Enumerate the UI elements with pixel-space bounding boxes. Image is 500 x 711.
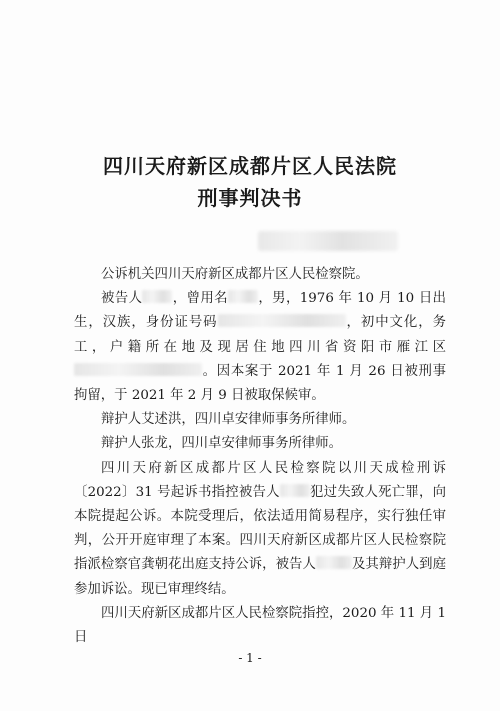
text-segment: 被告人 bbox=[101, 291, 143, 307]
paragraph-defender-2: 辩护人张龙，四川卓安律师事务所律师。 bbox=[101, 436, 343, 452]
text-segment: ，男，1976 年 10 月 10 日出生，汉族，身份证号码 bbox=[74, 291, 447, 331]
page-number: - 1 - bbox=[238, 651, 262, 665]
redacted-defendant-name bbox=[280, 484, 310, 497]
paragraph-defendant bbox=[74, 287, 446, 408]
paragraph-procedure bbox=[74, 457, 446, 602]
text-segment: 犯过失致人死亡罪，向本院提起公诉。本院受理后，依法适用简易程序，实行独任审判，公开开庭审理了本案。四川天府新区成都片区人民检察院指派检察官龚朝花出庭支持公诉，被告人 bbox=[74, 484, 446, 573]
paragraph-prosecutor: 公诉机关四川天府新区成都片区人民检察院。 bbox=[101, 267, 369, 282]
paragraph-defender-1: 辩护人艾述洪，四川卓安律师事务所律师。 bbox=[101, 412, 356, 428]
text-segment: 及其辩护人到庭参加诉讼。现已审理终结。 bbox=[74, 557, 447, 597]
paragraph-charges: 四川天府新区成都片区人民检察院指控，2020 年 11 月 1 日 bbox=[74, 605, 446, 646]
redacted-id-number bbox=[218, 314, 346, 327]
redacted-defendant-name bbox=[316, 556, 352, 569]
redacted-defendant-name bbox=[142, 290, 172, 303]
redacted-address bbox=[74, 363, 202, 376]
redacted-case-number bbox=[258, 231, 398, 251]
text-segment: 四川天府新区成都片区人民检察院以川天成检刑诉〔2022〕31 号起诉书指控被告人 bbox=[74, 460, 446, 500]
redacted-former-name bbox=[228, 290, 258, 303]
text-segment: 。因本案于 2021 年 1 月 26 日被刑事拘留，于 2021 年 2 月 9 日被取保候审。 bbox=[74, 363, 446, 404]
document-type-title: 刑事判决书 bbox=[197, 186, 303, 210]
text-segment: ，初中文化，务工，户籍所在地及现居住地四川省资阳市雁江区 bbox=[74, 315, 447, 355]
judgment-body bbox=[74, 263, 446, 650]
court-name: 四川天府新区成都片区人民法院 bbox=[103, 154, 397, 178]
text-segment: ，曾用名 bbox=[172, 291, 228, 307]
